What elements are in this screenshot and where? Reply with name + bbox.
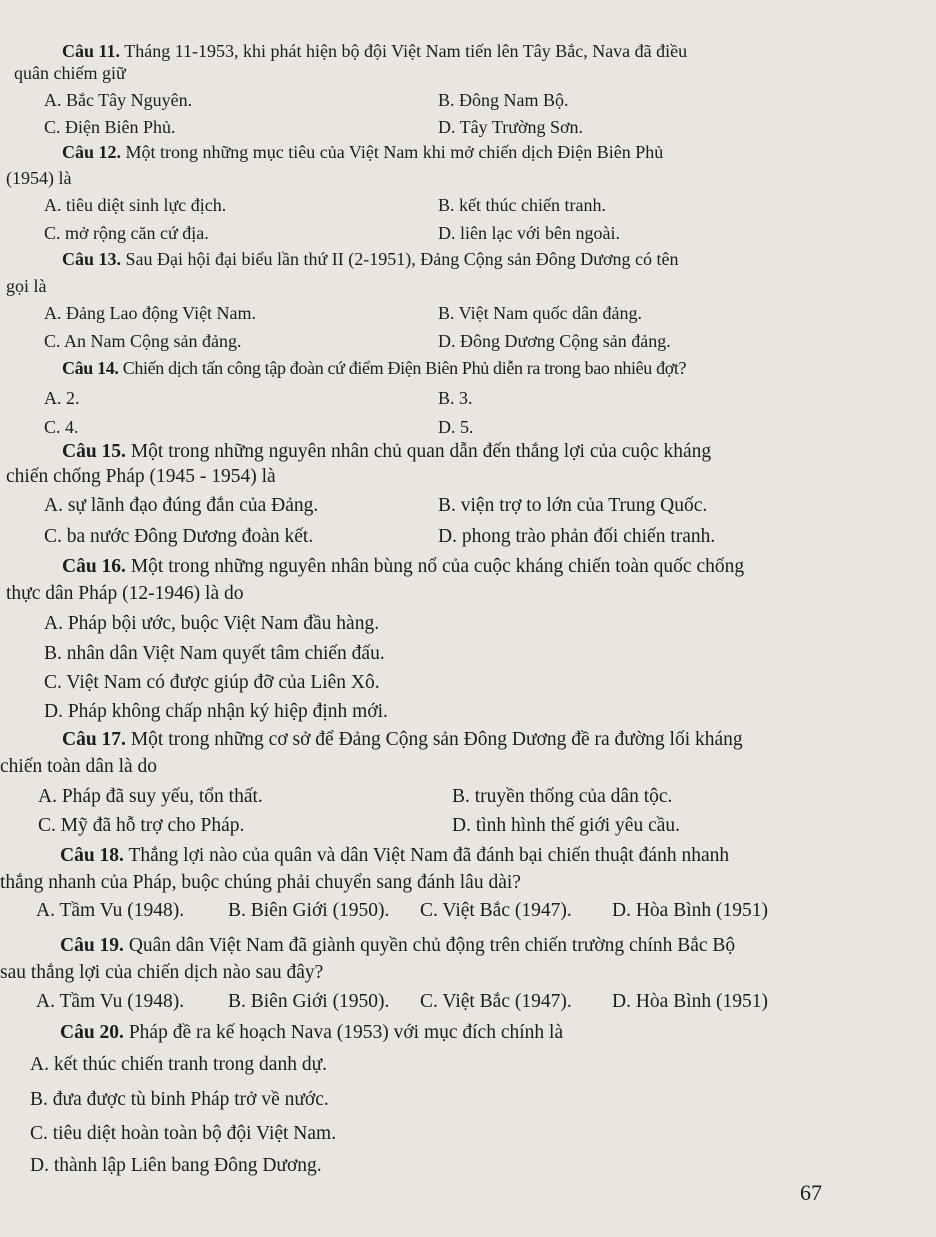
question-11-option-d: D. Tây Trường Sơn.	[438, 117, 583, 137]
question-18-stem: Câu 18. Thắng lợi nào của quân và dân Việt Nam đã đánh bại chiến thuật đánh nhanh	[60, 845, 730, 866]
question-18-option-c: C. Việt Bắc (1947).	[420, 900, 572, 921]
question-19-stem: Câu 19. Quân dân Việt Nam đã giành quyền chủ động trên chiến trường chính Bắc Bộ	[60, 935, 736, 956]
question-16-option-d: D. Pháp không chấp nhận ký hiệp định mới.	[44, 701, 388, 722]
question-12-stem: Câu 12. Một trong những mục tiêu của Việt Nam khi mở chiến dịch Điện Biên Phủ	[62, 142, 664, 162]
question-13-option-b: B. Việt Nam quốc dân đảng.	[438, 303, 643, 323]
question-20-stem: Câu 20. Pháp đề ra kế hoạch Nava (1953) với mục đích chính là	[60, 1022, 564, 1043]
question-18-option-d: D. Hòa Bình (1951)	[612, 900, 768, 921]
question-16-option-a: A. Pháp bội ước, buộc Việt Nam đầu hàng.	[44, 613, 380, 634]
page-number: 67	[800, 1180, 822, 1205]
question-11-option-a: A. Bắc Tây Nguyên.	[44, 90, 193, 110]
question-16-stem-cont: thực dân Pháp (12-1946) là do	[6, 583, 244, 604]
question-19-option-d: D. Hòa Bình (1951)	[612, 991, 768, 1012]
question-19-option-c: C. Việt Bắc (1947).	[420, 991, 572, 1012]
question-13-option-d: D. Đông Dương Cộng sản đảng.	[438, 331, 671, 351]
question-17-stem: Câu 17. Một trong những cơ sở để Đảng Cộng sản Đông Dương đề ra đường lối kháng	[62, 729, 743, 750]
question-18-stem-cont: thắng nhanh của Pháp, buộc chúng phải chuyển sang đánh lâu dài?	[0, 872, 521, 893]
question-11-option-b: B. Đông Nam Bộ.	[438, 90, 569, 110]
question-17-option-d: D. tình hình thế giới yêu cầu.	[452, 815, 681, 836]
question-20-option-a: A. kết thúc chiến tranh trong danh dự.	[30, 1054, 328, 1075]
question-15-option-a: A. sự lãnh đạo đúng đắn của Đảng.	[44, 495, 319, 516]
question-17-option-a: A. Pháp đã suy yếu, tổn thất.	[38, 786, 263, 807]
question-18-option-b: B. Biên Giới (1950).	[228, 900, 390, 921]
question-18-option-a: A. Tầm Vu (1948).	[36, 900, 185, 921]
question-12-option-c: C. mở rộng căn cứ địa.	[44, 223, 209, 243]
question-12-stem-cont: (1954) là	[6, 168, 72, 188]
question-20-option-c: C. tiêu diệt hoàn toàn bộ đội Việt Nam.	[30, 1123, 337, 1144]
question-12-option-b: B. kết thúc chiến tranh.	[438, 195, 606, 215]
question-17-option-b: B. truyền thống của dân tộc.	[452, 786, 673, 807]
question-14-stem: Câu 14. Chiến dịch tấn công tập đoàn cứ điểm Điện Biên Phủ diễn ra trong bao nhiêu đợt?	[62, 358, 687, 378]
question-19-option-a: A. Tầm Vu (1948).	[36, 991, 185, 1012]
question-17-option-c: C. Mỹ đã hỗ trợ cho Pháp.	[38, 815, 245, 836]
question-16-option-c: C. Việt Nam có được giúp đỡ của Liên Xô.	[44, 672, 380, 693]
question-11-stem-cont: quân chiếm giữ	[14, 63, 126, 83]
question-16-stem: Câu 16. Một trong những nguyên nhân bùng nổ của cuộc kháng chiến toàn quốc chống	[62, 556, 745, 577]
question-11-option-c: C. Điện Biên Phủ.	[44, 117, 176, 137]
question-19-stem-cont: sau thắng lợi của chiến dịch nào sau đây?	[0, 962, 324, 983]
question-20-option-b: B. đưa được tù binh Pháp trở về nước.	[30, 1089, 329, 1110]
question-17-stem-cont: chiến toàn dân là do	[0, 756, 158, 777]
question-14-option-c: C. 4.	[44, 417, 79, 437]
question-15-option-d: D. phong trào phản đối chiến tranh.	[438, 526, 716, 547]
question-15-option-b: B. viện trợ to lớn của Trung Quốc.	[438, 495, 708, 516]
question-15-stem: Câu 15. Một trong những nguyên nhân chủ quan dẫn đến thắng lợi của cuộc kháng	[62, 441, 712, 462]
question-13-stem-cont: gọi là	[6, 276, 47, 296]
question-14-option-d: D. 5.	[438, 417, 474, 437]
question-12-option-a: A. tiêu diệt sinh lực địch.	[44, 195, 227, 215]
question-15-option-c: C. ba nước Đông Dương đoàn kết.	[44, 526, 314, 547]
question-16-option-b: B. nhân dân Việt Nam quyết tâm chiến đấu.	[44, 643, 385, 664]
question-15-stem-cont: chiến chống Pháp (1945 - 1954) là	[6, 466, 276, 487]
question-19-option-b: B. Biên Giới (1950).	[228, 991, 390, 1012]
question-13-option-a: A. Đảng Lao động Việt Nam.	[44, 303, 257, 323]
question-13-option-c: C. An Nam Cộng sản đảng.	[44, 331, 242, 351]
question-13-stem: Câu 13. Sau Đại hội đại biểu lần thứ II (2-1951), Đảng Cộng sản Đông Dương có tên	[62, 249, 679, 269]
question-20-option-d: D. thành lập Liên bang Đông Dương.	[30, 1155, 322, 1176]
question-14-option-a: A. 2.	[44, 388, 80, 408]
question-12-option-d: D. liên lạc với bên ngoài.	[438, 223, 620, 243]
question-14-option-b: B. 3.	[438, 388, 473, 408]
question-11-stem: Câu 11. Tháng 11-1953, khi phát hiện bộ đội Việt Nam tiến lên Tây Bắc, Nava đã điều	[62, 41, 688, 61]
